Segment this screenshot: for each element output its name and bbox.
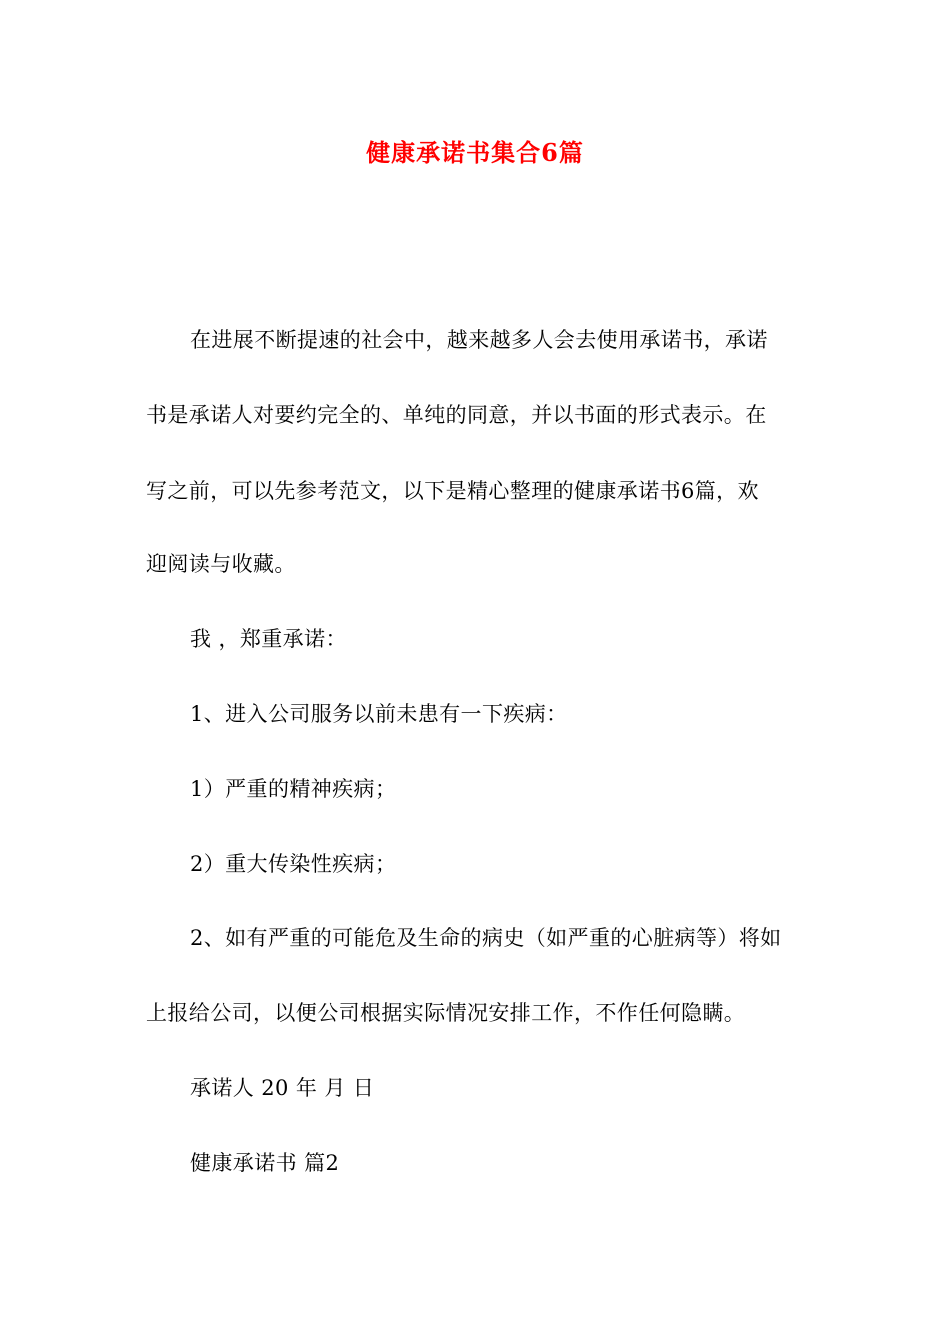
section-heading: 健康承诺书 篇2 <box>190 1151 340 1175</box>
pledge-item-line: 2、如有严重的可能危及生命的病史（如严重的心脏病等）将如 <box>190 926 782 950</box>
pledge-subitem: 2）重大传染性疾病； <box>190 852 397 876</box>
document-title: 健康承诺书集合6篇 <box>366 138 584 167</box>
pledge-opening: 我 ，郑重承诺： <box>190 627 347 651</box>
pledge-subitem: 1）严重的精神疾病； <box>190 777 397 801</box>
pledge-item-line: 上报给公司，以便公司根据实际情况安排工作，不作任何隐瞒。 <box>146 1001 746 1025</box>
intro-paragraph-line: 写之前，可以先参考范文，以下是精心整理的健康承诺书6篇，欢 <box>146 479 759 503</box>
intro-paragraph-line: 在进展不断提速的社会中，越来越多人会去使用承诺书，承诺 <box>190 328 768 352</box>
signature-line: 承诺人 20 年 月 日 <box>190 1076 375 1100</box>
intro-paragraph-line: 书是承诺人对要约完全的、单纯的同意，并以书面的形式表示。在 <box>146 403 767 427</box>
intro-paragraph-line: 迎阅读与收藏。 <box>146 552 296 576</box>
pledge-item: 1、进入公司服务以前未患有一下疾病： <box>190 702 568 726</box>
